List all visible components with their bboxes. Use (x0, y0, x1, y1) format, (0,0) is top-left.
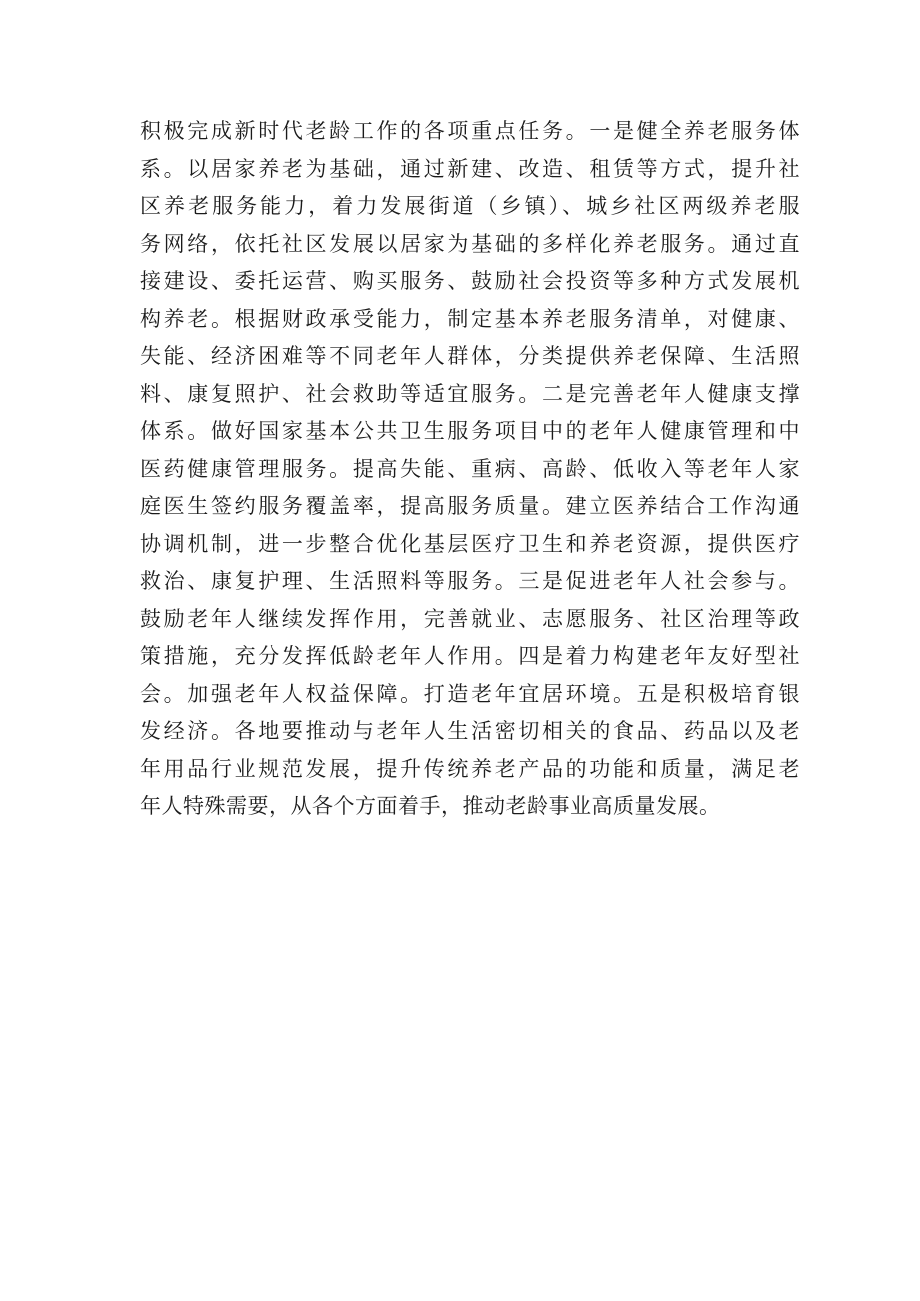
paragraph-line: 会。加强老年人权益保障。打造老年宜居环境。五是积极培育银 (140, 681, 800, 706)
body-paragraph (140, 113, 800, 826)
paragraph-line: 务网络，依托社区发展以居家为基础的多样化养老服务。通过直 (140, 231, 800, 256)
paragraph-line: 鼓励老年人继续发挥作用，完善就业、志愿服务、社区治理等政 (140, 606, 800, 631)
paragraph-line: 失能、经济困难等不同老年人群体，分类提供养老保障、生活照 (140, 344, 800, 368)
paragraph-line: 接建设、委托运营、购买服务、鼓励社会投资等多种方式发展机 (140, 269, 800, 293)
paragraph-line: 年用品行业规范发展，提升传统养老产品的功能和质量，满足老 (140, 756, 800, 781)
paragraph-line-last: 年人特殊需要，从各个方面着手，推动老龄事业高质量发展。 (140, 794, 721, 818)
paragraph-line: 协调机制，进一步整合优化基层医疗卫生和养老资源，提供医疗 (140, 531, 800, 556)
paragraph-line: 系。以居家养老为基础，通过新建、改造、租赁等方式，提升社 (140, 156, 800, 181)
paragraph-line: 救治、康复护理、生活照料等服务。三是促进老年人社会参与。 (140, 569, 800, 593)
paragraph-line: 发经济。各地要推动与老年人生活密切相关的食品、药品以及老 (140, 719, 800, 743)
paragraph-line: 构养老。根据财政承受能力，制定基本养老服务清单，对健康、 (140, 306, 800, 331)
paragraph-line: 体系。做好国家基本公共卫生服务项目中的老年人健康管理和中 (140, 419, 800, 443)
paragraph-line: 积极完成新时代老龄工作的各项重点任务。一是健全养老服务体 (140, 119, 800, 143)
paragraph-line: 料、康复照护、社会救助等适宜服务。二是完善老年人健康支撑 (140, 381, 800, 406)
paragraph-line: 区养老服务能力，着力发展街道（乡镇）、城乡社区两级养老服 (140, 194, 800, 218)
paragraph-line: 医药健康管理服务。提高失能、重病、高龄、低收入等老年人家 (140, 456, 800, 481)
paragraph-line: 庭医生签约服务覆盖率，提高服务质量。建立医养结合工作沟通 (140, 494, 800, 518)
paragraph-line: 策措施，充分发挥低龄老年人作用。四是着力构建老年友好型社 (140, 644, 800, 668)
